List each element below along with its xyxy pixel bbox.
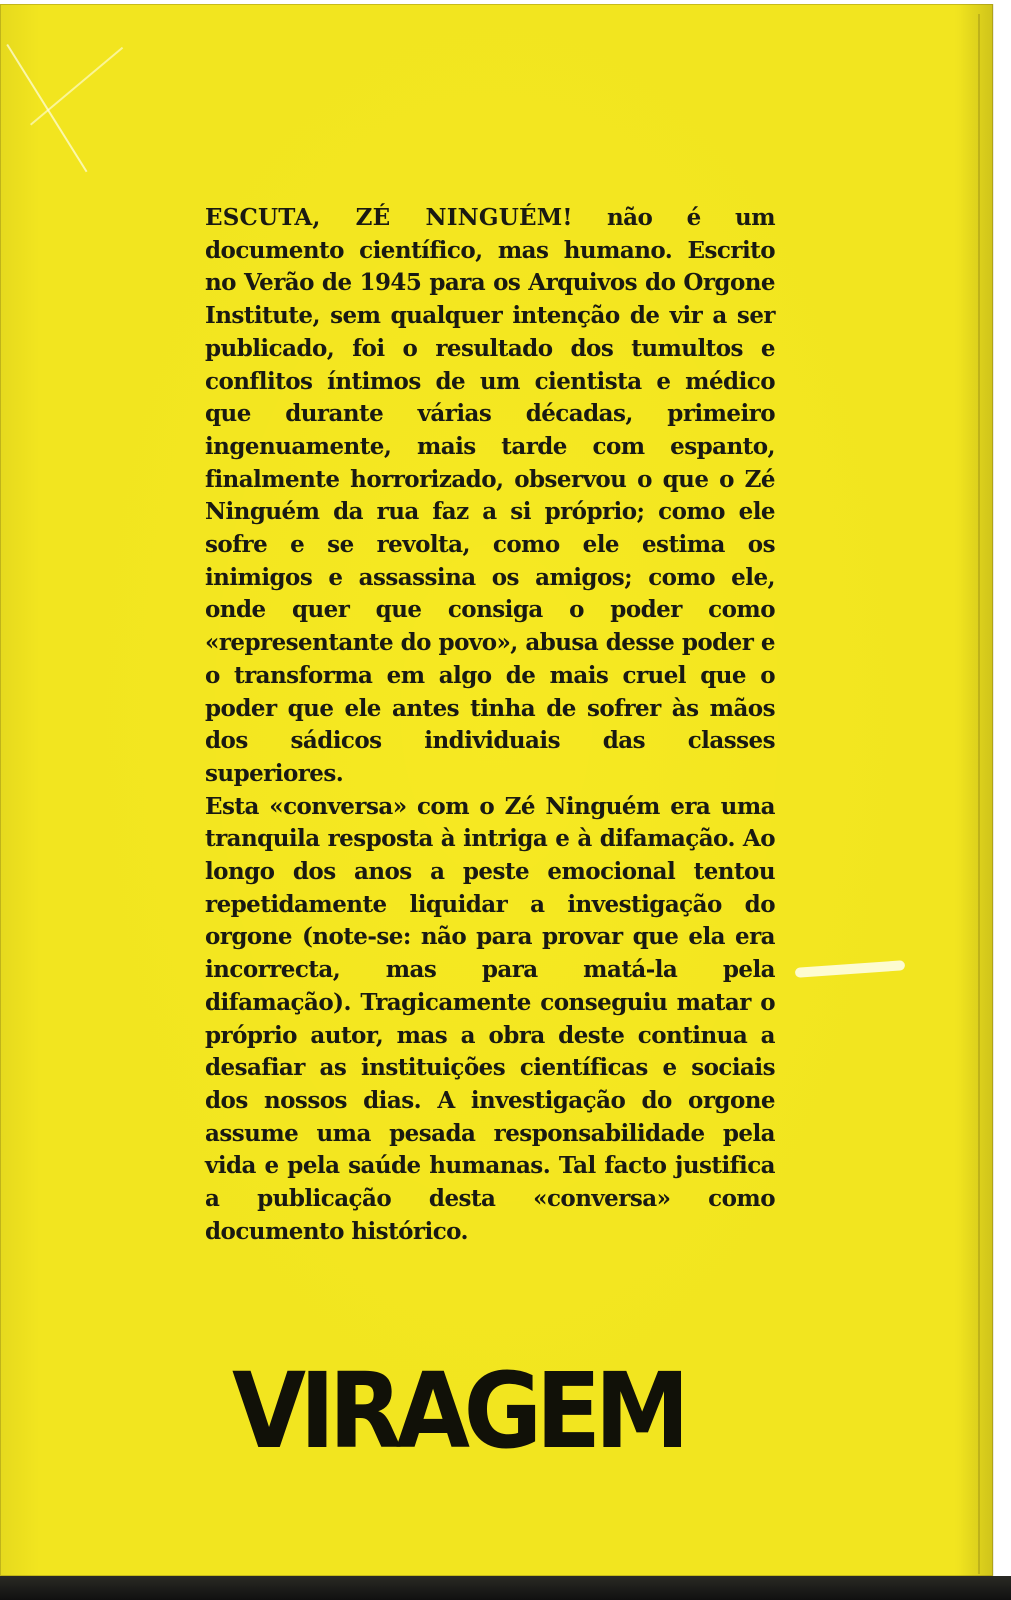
blurb-text-block [205, 202, 775, 1249]
scuff-mark [795, 960, 905, 978]
blurb-paragraph-1-text: não é um documento científico, mas humano. Escrito no Verão de 1945 para os Arquivos do Orgone Institute, sem qualquer intenção de vir a ser publicado, foi o resultado dos tumultos e conflitos íntimos de um cientista e médico que durante várias décadas, primeiro ingenuamente, mais tarde com espanto, finalmente horrorizado, observou o que o Zé Ninguém da rua faz a si próprio; como ele sofre e se revolta, como ele estima os inimigos e assassina os amigos; como ele, onde quer que consiga o poder como «representante do povo», abusa desse poder e o transforma em algo de mais cruel que o poder que ele antes tinha de sofrer às mãos dos sádicos individuais das classes superiores. [205, 204, 775, 787]
scanner-edge-shadow [0, 1576, 1011, 1600]
book-back-cover [0, 4, 993, 1576]
book-title-inline: ESCUTA, ZÉ NINGUÉM! [205, 204, 573, 231]
blurb-paragraph-1 [205, 202, 775, 791]
blurb-paragraph-2: Esta «conversa» com o Zé Ninguém era uma tranquila resposta à intriga e à difamação. Ao longo dos anos a peste emocional tentou repetidamente liquidar a investigação do orgone (note-se: não para provar que ela era incorrecta, mas para matá-la pela difamação). Tragicamente conseguiu matar o próprio autor, mas a obra deste continua a desafiar as instituições científicas e sociais dos nossos dias. A investigação do orgone assume uma pesada responsabilidade pela vida e pela saúde humanas. Tal facto justifica a publicação desta «conversa» como documento histórico. [205, 792, 775, 1245]
spine-fold [978, 14, 980, 1574]
publisher-logo: VIRAGEM [232, 1350, 684, 1472]
crease-mark [6, 44, 87, 172]
crease-mark [30, 47, 123, 126]
spine-shadow [960, 4, 994, 1580]
